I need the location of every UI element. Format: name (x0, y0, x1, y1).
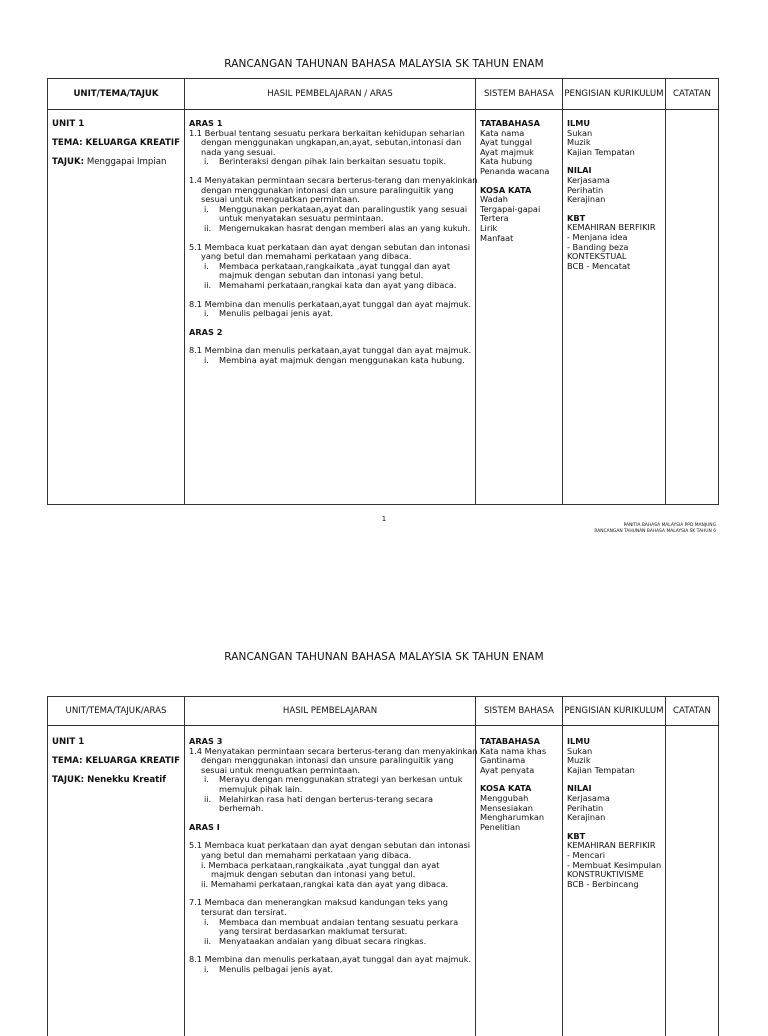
section-heading: KBT (567, 212, 586, 223)
text-line: nada yang sesuai. (201, 146, 276, 157)
footer-line: PANITIA BAHASA MALAYSIA PPD MANJUNG (623, 523, 716, 528)
text-line: sesuai untuk menguatkan permintaan. (201, 764, 360, 775)
header-catatan: CATATAN (673, 706, 711, 716)
learning-outcome: 7.1 Membaca dan menerangkan maksud kandungan teks yang (189, 897, 448, 908)
unit-cell (52, 737, 180, 785)
spacer (189, 814, 477, 823)
page-2-table (47, 696, 719, 1036)
text-line: Wadah (480, 194, 508, 205)
section-heading: ARAS I (189, 821, 220, 832)
list-item-text: Membina ayat majmuk dengan menggunakan kata hubung. (219, 354, 465, 365)
text-line: Penelitian (480, 821, 521, 832)
tema-label: TEMA: KELUARGA KREATIF (52, 138, 180, 148)
tajuk-value: Menggapai Impian (86, 157, 167, 167)
list-marker: i. (204, 963, 209, 974)
text-line: Kerajinan (567, 194, 606, 205)
header-hasil-pembelajaran: HASIL PEMBELAJARAN (282, 706, 378, 716)
unit-label: UNIT 1 (52, 737, 85, 747)
text-line: ii. Memahami perkataan,rangkai kata dan ayat yang dibaca. (201, 878, 449, 889)
text-line: - Mencari (567, 849, 606, 860)
list-marker: i. (204, 916, 209, 927)
learning-outcome: 1.4 Menyatakan permintaan secara berterus-terang dan menyakinkan (189, 174, 478, 185)
pengisian-cell (567, 737, 661, 889)
page-1-title: RANCANGAN TAHUNAN BAHASA MALAYSIA SK TAHUN ENAM (224, 58, 544, 70)
text-line: Mengharumkan (480, 812, 545, 823)
list-item-text: Berinteraksi dengan pihak lain berkaitan sesuatu topik. (219, 156, 447, 167)
header-catatan: CATATAN (673, 89, 711, 99)
text-line: Menggubah (480, 792, 529, 803)
text-line: Mensesiakan (480, 802, 533, 813)
list-marker: ii. (204, 279, 212, 290)
table-header-row (48, 697, 718, 726)
unit-label: UNIT 1 (52, 119, 85, 129)
learning-outcome: 8.1 Membina dan menulis perkataan,ayat tunggal dan ayat majmuk. (189, 954, 472, 965)
text-line: Ayat tunggal (480, 137, 532, 148)
column-divider (665, 79, 666, 504)
text-line: Kata nama (480, 127, 525, 138)
text-line: berhemah. (219, 803, 264, 814)
list-item (189, 965, 477, 975)
list-marker: ii. (204, 935, 212, 946)
text-line: Kajian Tempatan (567, 146, 635, 157)
text-line: Muzik (567, 137, 591, 148)
section-heading: ARAS 1 (189, 118, 223, 128)
tajuk-line (52, 157, 180, 167)
text-line: yang betul dan memahami perkataan yang dibaca. (201, 251, 412, 262)
list-item (189, 309, 477, 319)
list-item-text: Mengemukakan hasrat dengan memberi alas an yang kukuh. (219, 222, 471, 233)
tajuk-value: Nenekku Kreatif (87, 775, 166, 785)
learning-outcome: 8.1 Membina dan menulis perkataan,ayat tunggal dan ayat majmuk. (189, 345, 472, 356)
text-line: Kerajinan (567, 812, 606, 823)
list-item-text: Menulis pelbagai jenis ayat. (219, 963, 334, 974)
page-footer (594, 523, 716, 534)
table-header-row (48, 79, 718, 110)
column-divider (665, 697, 666, 1036)
list-marker: i. (204, 774, 209, 785)
text-line: Ayat penyata (480, 764, 535, 775)
learning-outcome: 5.1 Membaca kuat perkataan dan ayat dengan sebutan dan intonasi (189, 840, 471, 851)
text-line: KEMAHIRAN BERFIKIR (567, 222, 656, 233)
text-line: Sukan (567, 745, 593, 756)
text-line: Muzik (567, 755, 591, 766)
section-heading: KOSA KATA (480, 783, 532, 794)
sistem-cell (480, 119, 549, 243)
text-line: dengan menggunakan intonasi dan unsure paralinguitik yang (201, 755, 454, 766)
text-line: Kajian Tempatan (567, 764, 635, 775)
text-line: Manfaat (480, 232, 514, 243)
section-heading: ARAS 2 (189, 326, 223, 337)
section-heading: TATABAHASA (480, 118, 540, 128)
list-item-text: Memahami perkataan,rangkai kata dan ayat yang dibaca. (219, 279, 457, 290)
text-line: KEMAHIRAN BERFIKIR (567, 840, 656, 851)
sistem-cell (480, 737, 546, 832)
list-item-text: Menulis pelbagai jenis ayat. (219, 308, 334, 319)
text-line: - Menjana idea (567, 231, 628, 242)
text-line: i. Membaca perkataan,rangkaikata ,ayat tunggal dan ayat (201, 859, 440, 870)
text-line: Perihatin (567, 802, 604, 813)
list-item-text: Melahirkan rasa hati dengan berterus-terang secara (219, 793, 434, 804)
learning-outcome: 1.1 Berbual tentang sesuatu perkara berkaitan kehidupan seharian (189, 127, 465, 138)
text-line: Sukan (567, 127, 593, 138)
text-line: yang tersirat berdasarkan maklumat tersurat. (219, 926, 408, 937)
tema-label: TEMA: KELUARGA KREATIF (52, 756, 180, 766)
text-line: KONTEKSTUAL (567, 251, 627, 262)
list-item-text: Merayu dengan menggunakan strategi yan berkesan untuk (219, 774, 463, 785)
text-line: Kerjasama (567, 792, 610, 803)
text-line: majmuk dengan sebutan dan intonasi yang betul. (211, 869, 416, 880)
list-item-text: Membaca perkataan,rangkaikata ,ayat tunggal dan ayat (219, 260, 451, 271)
list-item-text: Menyataakan andaian yang dibuat secara ringkas. (219, 935, 427, 946)
header-pengisian-kurikulum: PENGISIAN KURIKULUM (564, 89, 664, 99)
list-marker: i. (204, 260, 209, 271)
list-marker: ii. (204, 793, 212, 804)
list-item (189, 937, 477, 947)
text-line: - Membuat Kesimpulan (567, 859, 662, 870)
footer-line: RANCANGAN TAHUNAN BAHASA MALAYSIA SK TAHUN 6 (594, 528, 716, 534)
spacer (189, 319, 477, 328)
list-marker: i. (204, 156, 209, 167)
list-item (189, 356, 477, 366)
unit-cell (52, 119, 180, 167)
text-line: Tergapai-gapai (480, 203, 541, 214)
column-divider (184, 79, 185, 504)
tajuk-label: TAJUK: (52, 157, 85, 167)
tajuk-line (52, 775, 180, 785)
header-hasil-pembelajaran: HASIL PEMBELAJARAN / ARAS (267, 89, 393, 99)
list-marker: i. (204, 203, 209, 214)
header-unit-tema-tajuk-aras: UNIT/TEMA/TAJUK/ARAS (65, 706, 167, 716)
section-heading: KOSA KATA (480, 184, 532, 195)
text-line: Kerjasama (567, 174, 610, 185)
text-line: KONSTRUKTIVISME (567, 869, 644, 880)
page-2-title: RANCANGAN TAHUNAN BAHASA MALAYSIA SK TAHUN ENAM (224, 651, 544, 663)
header-sistem-bahasa: SISTEM BAHASA (484, 706, 554, 716)
list-item (189, 224, 477, 234)
column-divider (184, 697, 185, 1036)
text-line: Penanda wacana (480, 165, 550, 176)
text-line: Tertera (480, 213, 509, 224)
header-sistem-bahasa: SISTEM BAHASA (484, 89, 554, 99)
text-line: - Banding beza (567, 241, 629, 252)
page-number: 1 (381, 515, 387, 523)
text-line: Ayat majmuk (480, 146, 534, 157)
text-line: dengan menggunakan intonasi dan unsure paralinguitik yang (201, 184, 454, 195)
text-line: BCB - Berbincang (567, 878, 639, 889)
text-line: Kata nama khas (480, 745, 547, 756)
page-1-table (47, 78, 719, 505)
text-line: yang betul dan memahami perkataan yang dibaca. (201, 849, 412, 860)
column-divider (562, 697, 563, 1036)
text-line: Gantinama (480, 755, 526, 766)
header-pengisian-kurikulum: PENGISIAN KURIKULUM (564, 706, 664, 716)
text-line: untuk menyatakan sesuatu permintaan. (219, 213, 384, 224)
text-line: Perihatin (567, 184, 604, 195)
hasil-cell (189, 119, 477, 365)
text-line: sesuai untuk menguatkan permintaan. (201, 194, 360, 205)
text-line: BCB - Mencatat (567, 260, 631, 271)
list-item (189, 157, 477, 167)
list-marker: ii. (204, 222, 212, 233)
learning-outcome: 1.4 Menyatakan permintaan secara berterus-terang dan menyakinkan (189, 745, 478, 756)
hasil-cell (189, 737, 477, 974)
section-heading: NILAI (567, 783, 592, 794)
text-line: Lirik (480, 222, 498, 233)
text-line: dengan menggunakan ungkapan,an,ayat, sebutan,intonasi dan (201, 137, 462, 148)
list-item-text: Menggunakan perkataan,ayat dan paralingustik yang sesuai (219, 203, 468, 214)
list-marker: i. (204, 308, 209, 319)
learning-outcome: 5.1 Membaca kuat perkataan dan ayat dengan sebutan dan intonasi (189, 241, 471, 252)
column-divider (562, 79, 563, 504)
section-heading: ILMU (567, 736, 591, 746)
list-marker: i. (204, 354, 209, 365)
text-line: tersurat dan tersirat. (201, 906, 287, 917)
section-heading: TATABAHASA (480, 736, 540, 746)
text-line: memujuk pihak lain. (219, 783, 303, 794)
section-heading: KBT (567, 830, 586, 841)
list-item-text: Membaca dan membuat andaian tentang sesuatu perkara (219, 916, 459, 927)
text-line: majmuk dengan sebutan dan intonasi yang betul. (219, 270, 424, 281)
learning-outcome: 8.1 Membina dan menulis perkataan,ayat tunggal dan ayat majmuk. (189, 298, 472, 309)
section-heading: ILMU (567, 118, 591, 128)
section-heading: ARAS 3 (189, 736, 223, 746)
header-unit-tema-tajuk: UNIT/TEMA/TAJUK (73, 89, 159, 99)
list-item (189, 281, 477, 291)
pengisian-cell (567, 119, 656, 271)
tajuk-label: TAJUK: (52, 775, 85, 785)
section-heading: NILAI (567, 165, 592, 176)
text-line: Kata hubung (480, 156, 533, 167)
